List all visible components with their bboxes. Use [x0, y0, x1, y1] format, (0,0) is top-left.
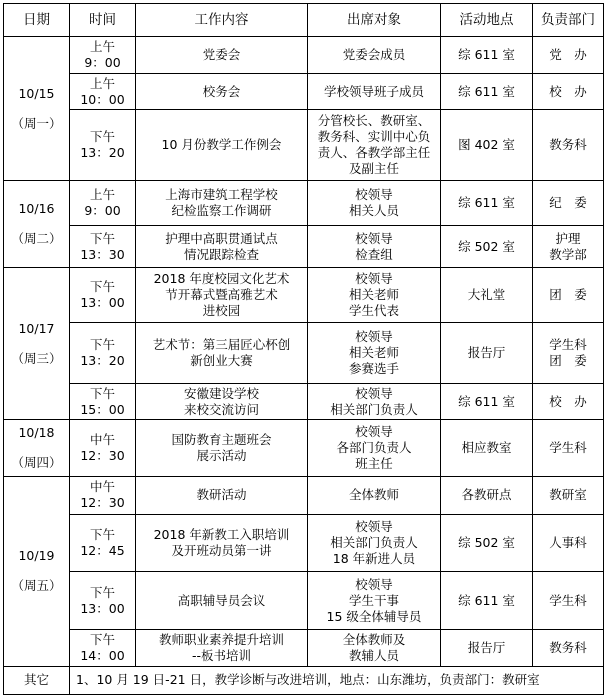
location-cell: 大礼堂: [441, 268, 533, 323]
time-line: 下午: [89, 584, 115, 600]
content-line: --板书培训: [191, 647, 252, 663]
table-row: [4, 73, 604, 109]
attendee-line: 学生代表: [348, 303, 399, 319]
location-cell: 综 611 室: [441, 73, 533, 109]
location-cell: 综 611 室: [441, 572, 533, 630]
header-location: 活动地点: [441, 4, 533, 37]
location-cell: 综 502 室: [441, 514, 533, 572]
attendee-line: 全体教师及: [342, 631, 406, 647]
table-row: [4, 323, 604, 384]
time-line: 13：30: [80, 246, 125, 262]
content-cell: [136, 323, 308, 384]
weekday-text: （周四）: [11, 455, 62, 471]
time-line: 14：00: [80, 647, 125, 663]
content-cell: [136, 514, 308, 572]
time-line: 中午: [89, 479, 115, 495]
content-cell: [136, 37, 308, 73]
dept-line: 人事科: [549, 534, 587, 550]
content-line: 2018 年度校园文化艺术: [153, 271, 290, 287]
attendee-line: 相关人员: [348, 203, 399, 219]
attendees-cell: [308, 268, 441, 323]
weekday-text: （周三）: [11, 350, 62, 366]
other-row: [4, 666, 604, 694]
time-line: 13：00: [80, 600, 125, 616]
attendees-cell: [308, 572, 441, 630]
table-row: [4, 181, 604, 226]
time-line: 上午: [89, 75, 115, 91]
content-line: 及开班动员第一讲: [171, 542, 272, 558]
table-row: [4, 383, 604, 419]
dept-cell: [533, 383, 604, 419]
content-line: 高职辅导员会议: [177, 592, 266, 608]
time-cell: [70, 73, 136, 109]
location-cell: 报告厅: [441, 630, 533, 666]
attendees-cell: [308, 420, 441, 477]
date-cell: [4, 181, 70, 268]
time-line: 13：20: [80, 353, 125, 368]
time-line: 9：00: [84, 203, 121, 219]
time-line: 中午: [89, 432, 115, 448]
time-line: 13：20: [80, 145, 125, 161]
attendee-line: 责人、各教学部主任: [317, 145, 431, 161]
header-row: [4, 4, 604, 37]
dept-line: 校 办: [549, 83, 587, 99]
content-line: 上海市建筑工程学校: [165, 187, 278, 203]
header-content: 工作内容: [136, 4, 308, 37]
time-line: 下午: [89, 631, 115, 647]
attendee-line: 校领导: [355, 576, 393, 592]
location-cell: 综 611 室: [441, 383, 533, 419]
dept-line: 学生科: [549, 592, 587, 608]
dept-line: 纪 委: [549, 195, 587, 211]
dept-cell: [533, 514, 604, 572]
table-row: [4, 268, 604, 323]
header-attendees: 出席对象: [308, 4, 441, 37]
time-line: 12：30: [80, 448, 125, 464]
other-label: 其它: [4, 666, 70, 694]
table-row: [4, 572, 604, 630]
attendees-cell: [308, 73, 441, 109]
weekday-text: （周二）: [11, 231, 62, 247]
time-line: 下午: [89, 526, 115, 542]
dept-line: 教务科: [549, 137, 587, 153]
attendee-line: 班主任: [355, 456, 393, 472]
content-line: 党委会: [202, 47, 241, 63]
content-cell: [136, 181, 308, 226]
time-line: 下午: [89, 337, 115, 352]
attendees-cell: [308, 181, 441, 226]
content-line: 进校园: [202, 303, 241, 319]
time-cell: [70, 268, 136, 323]
date-text: 10/19: [18, 548, 55, 564]
weekday-text: （周一）: [11, 115, 62, 131]
content-cell: [136, 268, 308, 323]
time-cell: [70, 477, 136, 514]
attendee-line: 校领导: [355, 424, 393, 440]
dept-cell: [533, 181, 604, 226]
attendee-line: 相关老师: [348, 287, 399, 303]
content-cell: [136, 477, 308, 514]
content-line: 安徽建设学校: [183, 385, 259, 401]
location-cell: 各教研点: [441, 477, 533, 514]
date-gap: [6, 564, 67, 578]
content-cell: [136, 420, 308, 477]
attendees-cell: [308, 323, 441, 384]
attendee-line: 校领导: [355, 271, 393, 287]
content-line: 来校交流访问: [183, 401, 259, 417]
attendees-cell: [308, 477, 441, 514]
dept-cell: [533, 630, 604, 666]
header-date: 日期: [4, 4, 70, 37]
time-line: 下午: [89, 385, 115, 401]
date-gap: [6, 337, 67, 351]
dept-cell: [533, 110, 604, 181]
attendee-line: 党委会成员: [342, 47, 406, 63]
content-cell: [136, 73, 308, 109]
time-line: 9：00: [84, 55, 121, 71]
content-cell: [136, 630, 308, 666]
attendees-cell: [308, 110, 441, 181]
attendee-line: 及副主任: [348, 161, 399, 177]
content-line: 2018 年新教工入职培训: [153, 526, 290, 542]
location-cell: 图 402 室: [441, 110, 533, 181]
time-line: 上午: [89, 187, 115, 203]
location-cell: 相应教室: [441, 420, 533, 477]
content-line: 10 月份教学工作例会: [161, 137, 282, 153]
time-line: 10：00: [80, 91, 125, 107]
date-cell: [4, 37, 70, 181]
weekly-schedule-table: [3, 3, 604, 695]
attendees-cell: [308, 383, 441, 419]
time-line: 12：30: [80, 495, 125, 511]
attendees-cell: [308, 225, 441, 268]
time-line: 上午: [89, 39, 115, 55]
attendee-line: 校领导: [355, 230, 393, 246]
attendee-line: 校领导: [355, 187, 393, 203]
dept-cell: [533, 572, 604, 630]
dept-cell: [533, 73, 604, 109]
content-line: 教研活动: [196, 487, 247, 503]
header-time: 时间: [70, 4, 136, 37]
time-cell: [70, 110, 136, 181]
date-text: 10/18: [18, 425, 55, 441]
schedule-body: [4, 4, 604, 695]
dept-line: 教研室: [549, 487, 587, 503]
time-cell: [70, 37, 136, 73]
table-row: [4, 110, 604, 181]
time-cell: [70, 630, 136, 666]
date-gap: [6, 102, 67, 116]
time-line: 13：00: [80, 295, 125, 311]
content-line: 新创业大赛: [190, 353, 253, 368]
time-cell: [70, 225, 136, 268]
date-cell: [4, 477, 70, 666]
date-cell: [4, 420, 70, 477]
content-cell: [136, 383, 308, 419]
attendee-line: 校领导: [355, 329, 393, 344]
content-line: 展示活动: [196, 448, 247, 464]
date-text: 10/15: [18, 85, 55, 101]
attendee-line: 学校领导班子成员: [323, 83, 424, 99]
dept-cell: [533, 420, 604, 477]
attendee-line: 教辅人员: [348, 647, 399, 663]
date-text: 10/16: [18, 201, 55, 217]
header-dept: 负责部门: [533, 4, 604, 37]
table-row: [4, 630, 604, 666]
time-cell: [70, 181, 136, 226]
attendee-line: 全体教师: [348, 487, 399, 503]
time-cell: [70, 420, 136, 477]
time-cell: [70, 572, 136, 630]
content-line: 校务会: [202, 83, 241, 99]
dept-cell: [533, 225, 604, 268]
dept-line: 教务科: [549, 639, 587, 655]
dept-line: 护理: [555, 230, 581, 246]
table-row: [4, 477, 604, 514]
attendee-line: 学生干事: [348, 592, 399, 608]
attendee-line: 相关部门负责人: [330, 401, 418, 417]
date-gap: [6, 217, 67, 231]
attendees-cell: [308, 514, 441, 572]
attendee-line: 参赛选手: [348, 361, 399, 376]
location-cell: 综 502 室: [441, 225, 533, 268]
attendee-line: 相关老师: [348, 345, 399, 360]
time-line: 下午: [89, 129, 115, 145]
attendees-cell: [308, 630, 441, 666]
dept-line: 校 办: [549, 393, 587, 409]
time-line: 15：00: [80, 401, 125, 417]
time-line: 下午: [89, 230, 115, 246]
content-line: 情况跟踪检查: [183, 246, 259, 262]
attendee-line: 校领导: [355, 385, 393, 401]
location-cell: 综 611 室: [441, 181, 533, 226]
content-line: 国防教育主题班会: [171, 432, 272, 448]
content-cell: [136, 225, 308, 268]
content-line: 教师职业素养提升培训: [158, 631, 284, 647]
other-text: 1、10 月 19 日-21 日，教学诊断与改进培训，地点：山东潍坊，负责部门：教研室: [70, 666, 604, 694]
dept-line: 党 办: [549, 47, 587, 63]
time-line: 下午: [89, 279, 115, 295]
attendee-line: 分管校长、教研室、: [317, 113, 431, 129]
content-line: 节开幕式暨高雅艺术: [165, 287, 278, 303]
content-line: 艺术节：第三届匠心杯创: [152, 337, 291, 352]
attendee-line: 检查组: [355, 246, 393, 262]
time-cell: [70, 514, 136, 572]
dept-line: 团 委: [549, 287, 587, 303]
dept-line: 团 委: [549, 353, 587, 368]
attendees-cell: [308, 37, 441, 73]
attendee-line: 15 级全体辅导员: [326, 608, 422, 624]
time-cell: [70, 383, 136, 419]
weekday-text: （周五）: [11, 578, 62, 594]
time-cell: [70, 323, 136, 384]
content-line: 护理中高职贯通试点: [165, 230, 278, 246]
content-cell: [136, 572, 308, 630]
table-row: [4, 225, 604, 268]
dept-line: 学生科: [549, 440, 587, 456]
attendee-line: 相关部门负责人: [330, 534, 418, 550]
attendee-line: 教务科、实训中心负: [317, 129, 431, 145]
content-line: 纪检监察工作调研: [171, 203, 272, 219]
dept-cell: [533, 323, 604, 384]
dept-line: 学生科: [549, 337, 587, 352]
attendee-line: 18 年新进人员: [332, 550, 416, 566]
dept-cell: [533, 268, 604, 323]
date-text: 10/17: [18, 320, 55, 336]
table-row: [4, 37, 604, 73]
table-row: [4, 514, 604, 572]
time-line: 12：45: [80, 542, 125, 558]
date-cell: [4, 268, 70, 420]
dept-cell: [533, 37, 604, 73]
dept-line: 教学部: [549, 246, 587, 262]
content-cell: [136, 110, 308, 181]
attendee-line: 各部门负责人: [336, 440, 412, 456]
attendee-line: 校领导: [355, 518, 393, 534]
dept-cell: [533, 477, 604, 514]
location-cell: 综 611 室: [441, 37, 533, 73]
location-cell: 报告厅: [441, 323, 533, 384]
table-row: [4, 420, 604, 477]
date-gap: [6, 441, 67, 455]
